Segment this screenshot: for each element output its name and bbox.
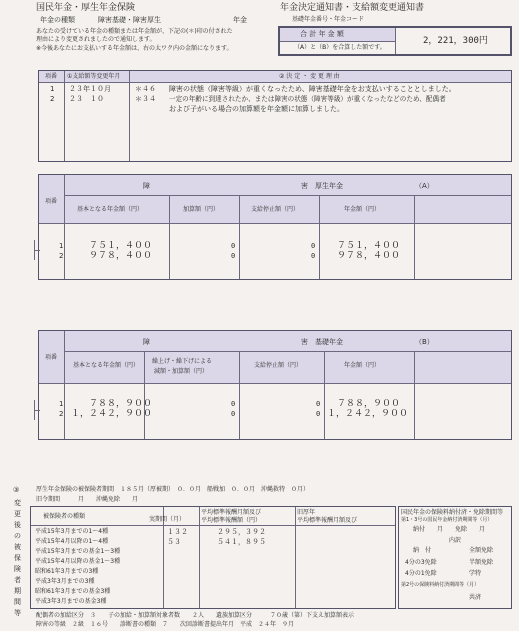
national-pension-kubun: 納付 月 免除 月: [413, 526, 486, 533]
period-header-avg2: 平均標準報酬額（円）: [201, 517, 262, 524]
pension-code-label: 基礎年金番号・年金コード: [292, 16, 365, 23]
table-a-header-base: 基本となる年金額（円）: [77, 206, 144, 213]
notice-line-1: あなたの受けている年金の種類または年金額が、下記の(＊)印の付された: [36, 28, 233, 35]
total-amount-note: （A）と（B）を合算した額です。: [294, 44, 386, 51]
reason-continuation: および子がいる場合の加算額を年金額に加算しました。: [169, 105, 344, 113]
table-a-title: 害 厚生年金: [301, 182, 343, 190]
total-amount-label: 合 計 年 金 額: [300, 30, 344, 38]
insured-period-table: 被保険者の種類 実期間（月） 平均標準報酬月額及び 平均標準報酬額（円） 旧厚年 平均標準報酬月額及び 平成15年3月までの1～4種 １３２ ２９５，３９２ 平成15年4月以降の1～4種 ５３ ５４１，８９５ 平成15年3月までの基金1～3種 平成15年4月以降の基金1～3種 昭和61年3月までの3種 平成3年3月までの3種 昭和61年3月までの基金3種 平成3年3月までの基金3種: [30, 506, 396, 609]
pension-kind-suffix: 年金: [233, 16, 247, 24]
table-b-header-base: 基本となる年金額（円）: [73, 362, 140, 369]
pension-kind-label: 年金の種類: [40, 16, 75, 24]
table-b-header-stop: 支給停止額（円）: [254, 362, 303, 369]
table-b-header-adj2: 減額・加算額（円）: [154, 368, 209, 375]
table-b: 障 害 基礎年金 （B） 項番 基本となる年金額（円） 繰上げ・繰下げによる 減額・加算額（円） 支給停止額（円） 年金額（円） 1 ７８８，９００ 0 0 ７８８，９００ 2 １，２４２，９００ 0 0 １，２４２，９００: [38, 330, 512, 440]
table-b-title-right: （B）: [415, 338, 434, 346]
table-a-title-right: （A）: [415, 182, 434, 190]
reason-header-reason: ② 決 定 ・ 変 更 理 由: [279, 73, 340, 80]
table-a-header-amount: 年金額（円）: [344, 206, 381, 213]
table-b-header-amount: 年金額（円）: [344, 362, 381, 369]
national-pension-sub: 第1・3号の国民年金納付済期間等（月）: [401, 517, 493, 523]
table-a-header-stop: 支給停止額（円）: [251, 206, 300, 213]
reason-header-no: 項番: [45, 73, 58, 80]
document-title: 年金決定通知書・支給額変更通知書: [280, 3, 425, 13]
section-3-number: ③: [13, 486, 20, 494]
table-a-header-add: 加算額（円）: [183, 206, 220, 213]
footer-line-1: 配偶者の加給区分 ３ 子の加給・加算額対象者数 ２人 遺族加算区分 ７０歳（第）下支え加算額表示: [36, 612, 355, 619]
total-amount-box: [278, 26, 512, 56]
period-header-avg1: 平均標準報酬月額及び: [201, 509, 262, 516]
total-amount-value: 2，221，300円: [423, 36, 488, 46]
notice-line-3: ※今後あなたにお支払いする年金額は、右の太ワク内の金額になります。: [36, 45, 233, 52]
table-b-title-left: 障: [143, 338, 150, 346]
header-title: 国民年金・厚生年金保険: [36, 3, 136, 13]
table-a-title-left: 障: [143, 182, 150, 190]
national-pension-block: 国民年金の保険料納付済・免除期間等 第1・3号の国民年金納付済期間等（月） 納付 月 免除 月 内訳 納 付 全額免除 4分の3免除 半額免除 4分の1免除 学特 第2号の保険料納付済期間等（月） 共済: [398, 506, 512, 609]
national-pension-header: 国民年金の保険料納付済・免除期間等: [401, 509, 504, 516]
reason-header-date: ①支給額等変更年月: [67, 73, 121, 80]
reason-table: 項番 ①支給額等変更年月 ② 決 定 ・ 変 更 理 由 1 ２３年１０月 ＊４６ 障害の状態（障害等級）が重くなったため、障害基礎年金をお支払いすることとしました。 2 ２３ １０ ＊３４ 一定の年齢に到達されたか、または障害の状態（障害等級）が重くなったなどのため、配偶者 および子がいる場合の加算額を年金額に加算しました。: [38, 70, 512, 162]
period-header-type: 被保険者の種類: [43, 513, 86, 520]
footer-line-2: 障害の等級 ２級 １６号 診断書の種類 ７ 次回診断書提出年月 平成 ２４年 ９月: [36, 621, 295, 628]
table-b-title: 害 基礎年金: [301, 338, 343, 346]
pension-kind-value: 障害基礎・障害厚生: [98, 16, 161, 24]
notice-line-2: 理由により変更されましたので通知します。: [36, 36, 156, 43]
period-header-trans2: 平均標準報酬月額及び: [297, 517, 358, 524]
period-header-months: 実期間（月）: [149, 516, 186, 523]
table-a: 障 害 厚生年金 （A） 項番 基本となる年金額（円） 加算額（円） 支給停止額（円） 年金額（円） 1 ７５１，４００ 0 0 ７５１，４００ 2 ９７８，４００ 0 0 ９７８，４００: [38, 174, 512, 280]
table-b-header-adj1: 繰上げ・繰下げによる: [152, 358, 213, 365]
insured-period-summary: 厚生年金保険の被保険者期間 １８５月（厚被期） ０．０月 船戦加 ０．０月 沖縄救特 ０月）: [36, 486, 310, 493]
period-header-trans1: 旧厚年: [297, 509, 316, 516]
table-a-header-no: 項番: [45, 198, 58, 205]
table-b-header-no: 項番: [45, 354, 58, 361]
national-pension-breakdown: 内訳: [449, 537, 462, 544]
old-period-line: 旧令期間 月 沖縄免除 月: [36, 496, 139, 503]
